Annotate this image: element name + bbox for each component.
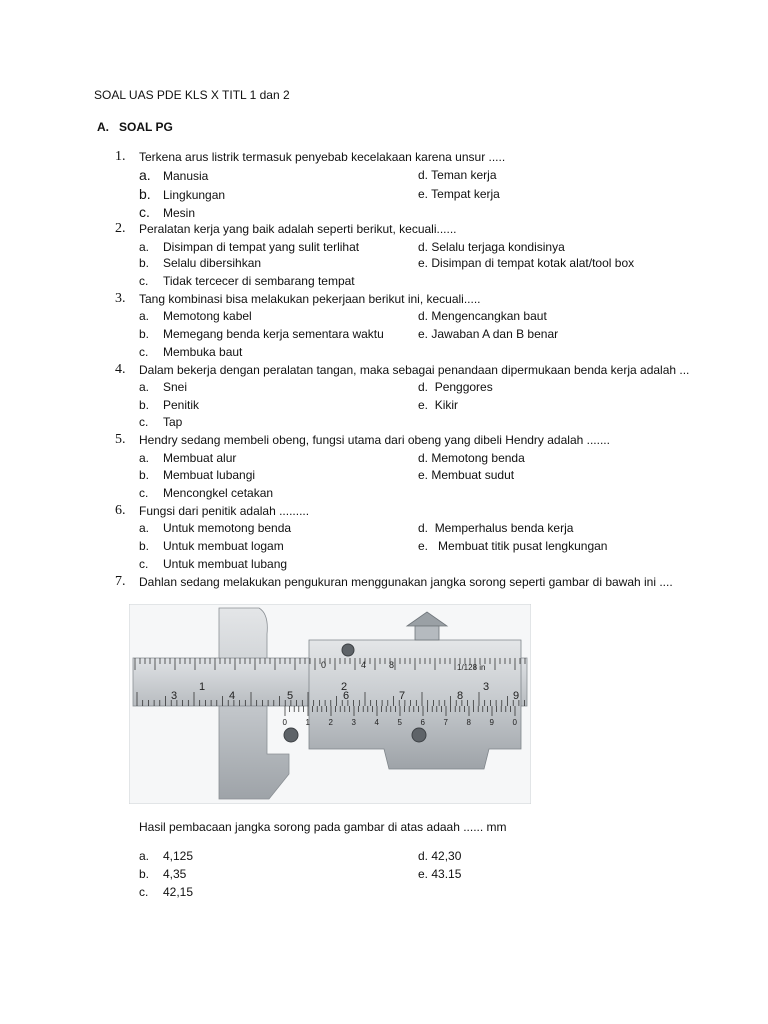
section-heading: [97, 120, 173, 134]
option-d: d. Mengencangkan baut: [418, 309, 547, 323]
inch-label: 8: [389, 660, 395, 670]
option-e: e. Tempat kerja: [418, 187, 500, 201]
option-b: b. Membuat lubangi: [139, 468, 256, 482]
inch-unit-label: 1/128 in: [457, 663, 486, 672]
option-d: d. Memotong benda: [418, 451, 525, 465]
main-scale-label: 3: [483, 681, 490, 693]
vernier-label: 0: [282, 718, 287, 727]
option-b: b. Lingkungan: [139, 186, 226, 202]
option-a: a. Disimpan di tempat yang sulit terlihat: [139, 240, 360, 254]
option-a: a. Membuat alur: [139, 451, 237, 465]
vernier-label: 3: [351, 718, 356, 727]
option-c: c. Mesin: [139, 204, 196, 220]
option-b: b. Memegang benda kerja sementara waktu: [139, 327, 384, 341]
main-scale-label: 6: [343, 690, 350, 702]
section-label: A.: [97, 120, 109, 134]
option-d: d. 42,30: [418, 849, 462, 863]
question-7-caption: Hasil pembacaan jangka sorong pada gambar di atas adaah ...... mm: [139, 820, 507, 834]
option-c: c. Tidak tercecer di sembarang tempat: [139, 274, 355, 288]
document-title: SOAL UAS PDE KLS X TITL 1 dan 2: [94, 88, 290, 102]
question-text: Dalam bekerja dengan peralatan tangan, maka sebagai penandaan dipermukaan benda kerja adalah ...: [139, 363, 690, 377]
main-scale-label: 2: [341, 681, 348, 693]
option-c: c. Mencongkel cetakan: [139, 486, 274, 500]
option-a: a. Snei: [139, 380, 188, 394]
option-d: d. Selalu terjaga kondisinya: [418, 240, 565, 254]
vernier-label: 7: [443, 718, 448, 727]
question-number: 7.: [115, 574, 126, 589]
option-e: e. Membuat titik pusat lengkungan: [418, 539, 608, 553]
vernier-label: 5: [397, 718, 402, 727]
main-scale-label: 3: [171, 690, 178, 702]
option-e: e. Kikir: [418, 398, 459, 412]
option-c: c. Untuk membuat lubang: [139, 557, 288, 571]
main-scale-label: 7: [399, 690, 406, 702]
option-a: a. 4,125: [139, 849, 194, 863]
vernier-label: 6: [420, 718, 425, 727]
main-scale-label: 9: [513, 690, 520, 702]
option-e: e. Disimpan di tempat kotak alat/tool box: [418, 256, 635, 270]
option-a: a. Memotong kabel: [139, 309, 252, 323]
option-d: d. Teman kerja: [418, 168, 497, 182]
question-text: Hendry sedang membeli obeng, fungsi utama dari obeng yang dibeli Hendry adalah .......: [139, 433, 610, 447]
option-e: e. Jawaban A dan B benar: [418, 327, 559, 341]
option-c: c. Tap: [139, 415, 183, 429]
main-scale-label: 1: [199, 681, 206, 693]
inch-label: 0: [321, 660, 327, 670]
section-title: SOAL PG: [119, 120, 173, 134]
vernier-caliper-figure: [129, 604, 531, 804]
option-e: e. Membuat sudut: [418, 468, 515, 482]
option-b: b. Untuk membuat logam: [139, 539, 284, 553]
question-text: Fungsi dari penitik adalah .........: [139, 504, 310, 518]
question-number: 2.: [115, 221, 126, 236]
question-text: Dahlan sedang melakukan pengukuran menggunakan jangka sorong seperti gambar di bawah ini ....: [139, 575, 673, 589]
question-number: 5.: [115, 432, 126, 447]
option-c: c. Membuka baut: [139, 345, 243, 359]
main-scale-label: 5: [287, 690, 294, 702]
vernier-label: 8: [466, 718, 471, 727]
vernier-label: 1: [305, 718, 310, 727]
option-d: d. Memperhalus benda kerja: [418, 521, 574, 535]
option-a: a. Manusia: [139, 167, 209, 183]
question-text: Peralatan kerja yang baik adalah seperti berikut, kecuali......: [139, 222, 457, 236]
inch-label: 4: [361, 660, 367, 670]
vernier-label: 2: [328, 718, 333, 727]
vernier-label: 0: [512, 718, 517, 727]
option-e: e. 43.15: [418, 867, 462, 881]
question-text: Tang kombinasi bisa melakukan pekerjaan berikut ini, kecuali.....: [139, 292, 481, 306]
option-a: a. Untuk memotong benda: [139, 521, 292, 535]
option-b: b. 4,35: [139, 867, 187, 881]
question-number: 3.: [115, 291, 126, 306]
option-b: b. Selalu dibersihkan: [139, 256, 262, 270]
main-scale-label: 4: [229, 690, 236, 702]
question-number: 1.: [115, 149, 126, 164]
option-c: c. 42,15: [139, 885, 194, 899]
vernier-label: 4: [374, 718, 379, 727]
question-number: 6.: [115, 503, 126, 518]
question-number: 4.: [115, 362, 126, 377]
option-d: d. Penggores: [418, 380, 493, 394]
vernier-label: 9: [489, 718, 494, 727]
question-text: Terkena arus listrik termasuk penyebab kecelakaan karena unsur .....: [139, 150, 506, 164]
option-b: b. Penitik: [139, 398, 200, 412]
main-scale-label: 8: [457, 690, 464, 702]
